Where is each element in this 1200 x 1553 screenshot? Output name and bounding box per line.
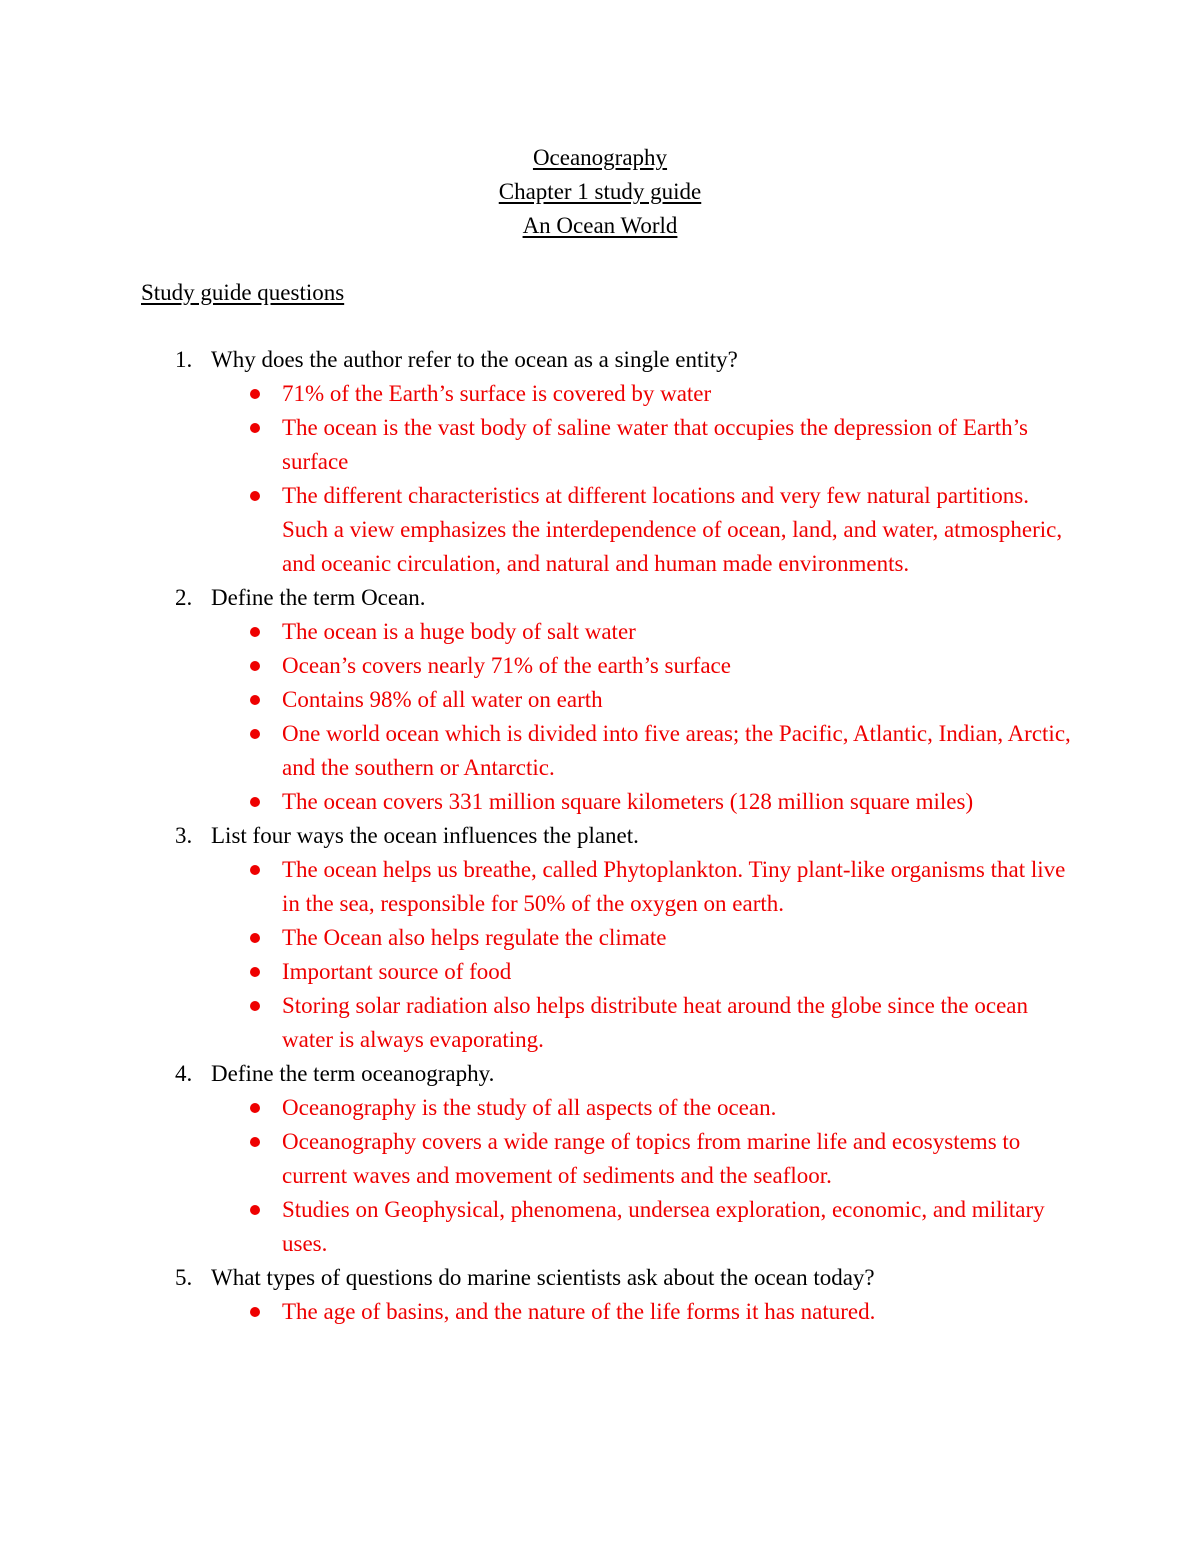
document-subtitle: Chapter 1 study guide [498, 179, 702, 204]
answer-item [211, 683, 1071, 717]
bullet-icon [250, 1205, 260, 1215]
question-number: 3. [175, 823, 193, 848]
answer-item [211, 785, 1071, 819]
question-text: What types of questions do marine scientists ask about the ocean today? [211, 1265, 875, 1290]
bullet-icon [250, 1103, 260, 1113]
answer-list [211, 615, 1071, 819]
question-text: List four ways the ocean influences the planet. [211, 823, 639, 848]
answer-item [211, 615, 1071, 649]
bullet-icon [250, 661, 260, 671]
answer-item [211, 1125, 1071, 1193]
answer-item [211, 1295, 1071, 1329]
answer-text: The ocean covers 331 million square kilometers (128 million square miles) [282, 789, 974, 814]
question-item [0, 819, 1071, 1057]
question-list [0, 343, 1200, 1329]
answer-text: One world ocean which is divided into five areas; the Pacific, Atlantic, Indian, Arctic, and the southern or Antarctic. [282, 721, 1071, 780]
answer-text: The ocean is a huge body of salt water [282, 619, 636, 644]
answer-list [211, 377, 1071, 581]
answer-item [211, 921, 1071, 955]
answer-item [211, 649, 1071, 683]
answer-text: Studies on Geophysical, phenomena, undersea exploration, economic, and military uses. [282, 1197, 1045, 1256]
answer-item [211, 989, 1071, 1057]
answer-text: Ocean’s covers nearly 71% of the earth’s surface [282, 653, 731, 678]
answer-item [211, 1091, 1071, 1125]
answer-item [211, 717, 1071, 785]
question-item [0, 343, 1071, 581]
bullet-icon [250, 797, 260, 807]
answer-item [211, 411, 1071, 479]
answer-text: Contains 98% of all water on earth [282, 687, 603, 712]
answer-item [211, 377, 1071, 411]
answer-text: The ocean is the vast body of saline water that occupies the depression of Earth’s surface [282, 415, 1028, 474]
answer-item [211, 1193, 1071, 1261]
answer-item [211, 853, 1071, 921]
answer-item [211, 955, 1071, 989]
bullet-icon [250, 729, 260, 739]
bullet-icon [250, 1307, 260, 1317]
bullet-icon [250, 491, 260, 501]
question-number: 5. [175, 1265, 193, 1290]
bullet-icon [250, 423, 260, 433]
answer-text: Oceanography is the study of all aspects of the ocean. [282, 1095, 777, 1120]
chapter-name: An Ocean World [522, 213, 678, 238]
answer-text: Important source of food [282, 959, 512, 984]
bullet-icon [250, 967, 260, 977]
answer-item [211, 479, 1071, 581]
question-number: 1. [175, 347, 193, 372]
answer-text: The age of basins, and the nature of the life forms it has natured. [282, 1299, 876, 1324]
answer-list [211, 1295, 1071, 1329]
answer-text: Storing solar radiation also helps distribute heat around the globe since the ocean water is always evaporating. [282, 993, 1029, 1052]
answer-text: Oceanography covers a wide range of topics from marine life and ecosystems to current waves and movement of sediments and the seafloor. [282, 1129, 1021, 1188]
question-number: 2. [175, 585, 193, 610]
question-text: Define the term oceanography. [211, 1061, 495, 1086]
question-number: 4. [175, 1061, 193, 1086]
document-title: Oceanography [532, 145, 668, 170]
bullet-icon [250, 1137, 260, 1147]
answer-text: The ocean helps us breathe, called Phytoplankton. Tiny plant-like organisms that live in the sea, responsible for 50% of the oxygen on earth. [282, 857, 1066, 916]
question-text: Why does the author refer to the ocean as a single entity? [211, 347, 738, 372]
question-item [0, 581, 1071, 819]
answer-text: The Ocean also helps regulate the climate [282, 925, 667, 950]
title-block [0, 141, 1200, 243]
question-text: Define the term Ocean. [211, 585, 426, 610]
bullet-icon [250, 1001, 260, 1011]
answer-list [211, 1091, 1071, 1261]
question-item [0, 1261, 1071, 1329]
bullet-icon [250, 627, 260, 637]
bullet-icon [250, 865, 260, 875]
bullet-icon [250, 695, 260, 705]
section-heading: Study guide questions [141, 280, 345, 305]
bullet-icon [250, 389, 260, 399]
bullet-icon [250, 933, 260, 943]
answer-text: 71% of the Earth’s surface is covered by water [282, 381, 712, 406]
question-item [0, 1057, 1071, 1261]
answer-text: The different characteristics at different locations and very few natural partitions. Such a view emphasizes the interdependence of ocean, land, and water, atmospheric, and oceanic circulation, and natural and human made environments. [282, 483, 1063, 576]
answer-list [211, 853, 1071, 1057]
